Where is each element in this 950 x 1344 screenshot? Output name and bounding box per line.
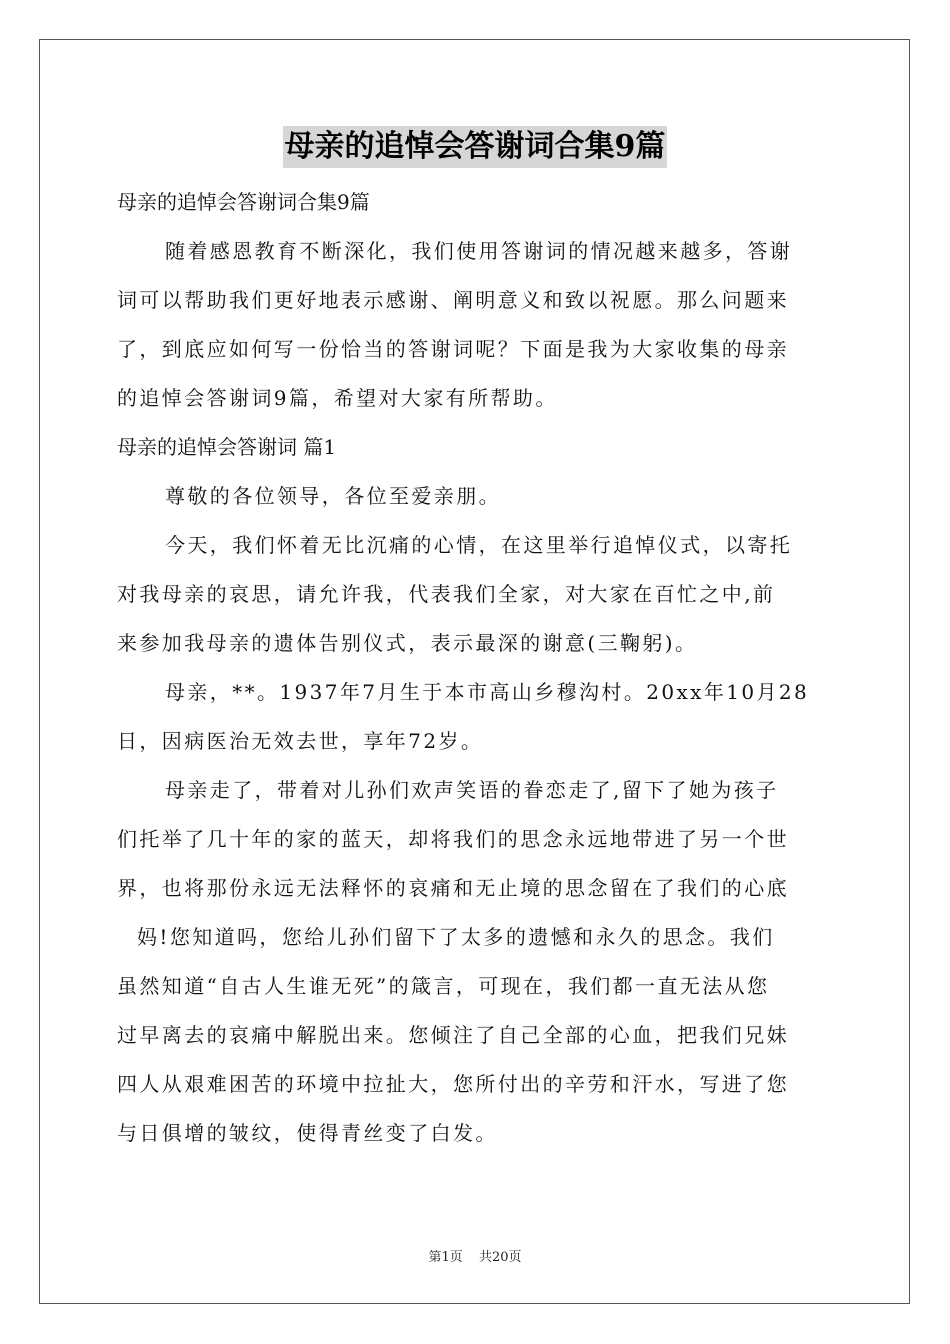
paragraph-line: 四人从艰难困苦的环境中拉扯大，您所付出的辛劳和汗水，写进了您 xyxy=(117,1072,789,1096)
title-container xyxy=(0,126,950,168)
paragraph-line: 对我母亲的哀思，请允许我，代表我们全家，对大家在百忙之中,前 xyxy=(117,582,776,606)
greeting-line: 尊敬的各位领导，各位至爱亲朋。 xyxy=(165,484,501,508)
intro-line: 词可以帮助我们更好地表示感谢、阐明意义和致以祝愿。那么问题来 xyxy=(117,288,789,312)
intro-line: 的追悼会答谢词9篇，希望对大家有所帮助。 xyxy=(117,386,558,410)
page-number: 第1页 xyxy=(428,1250,463,1265)
document-subtitle: 母亲的追悼会答谢词合集9篇 xyxy=(117,190,370,214)
intro-line: 随着感恩教育不断深化，我们使用答谢词的情况越来越多，答谢 xyxy=(165,239,793,263)
paragraph-line: 今天，我们怀着无比沉痛的心情，在这里举行追悼仪式，以寄托 xyxy=(165,533,793,557)
paragraph-line: 过早离去的哀痛中解脱出来。您倾注了自己全部的心血，把我们兄妹 xyxy=(117,1023,789,1047)
paragraph-line: 虽然知道“自古人生谁无死”的箴言，可现在，我们都一直无法从您 xyxy=(117,974,770,998)
section-heading: 母亲的追悼会答谢词 篇1 xyxy=(117,435,337,459)
page-footer xyxy=(0,1246,950,1265)
document-title: 母亲的追悼会答谢词合集9篇 xyxy=(283,126,668,168)
paragraph-line: 日，因病医治无效去世，享年72岁。 xyxy=(117,729,484,753)
document-body xyxy=(117,178,837,1158)
paragraph-line: 界，也将那份永远无法释怀的哀痛和无止境的思念留在了我们的心底 xyxy=(117,876,789,900)
intro-line: 了，到底应如何写一份恰当的答谢词呢？下面是我为大家收集的母亲 xyxy=(117,337,789,361)
page-total: 共20页 xyxy=(478,1250,522,1265)
paragraph-line: 母亲，**。1937年7月生于本市高山乡穆沟村。20xx年10月28 xyxy=(165,680,810,704)
paragraph-line: 来参加我母亲的遗体告别仪式，表示最深的谢意(三鞠躬)。 xyxy=(117,631,698,655)
paragraph-line: 与日俱增的皱纹，使得青丝变了白发。 xyxy=(117,1121,498,1145)
paragraph-line: 妈!您知道吗，您给儿孙们留下了太多的遗憾和永久的思念。我们 xyxy=(137,925,775,949)
paragraph-line: 们托举了几十年的家的蓝天，却将我们的思念永远地带进了另一个世 xyxy=(117,827,789,851)
paragraph-line: 母亲走了，带着对儿孙们欢声笑语的眷恋走了,留下了她为孩子 xyxy=(165,778,779,802)
